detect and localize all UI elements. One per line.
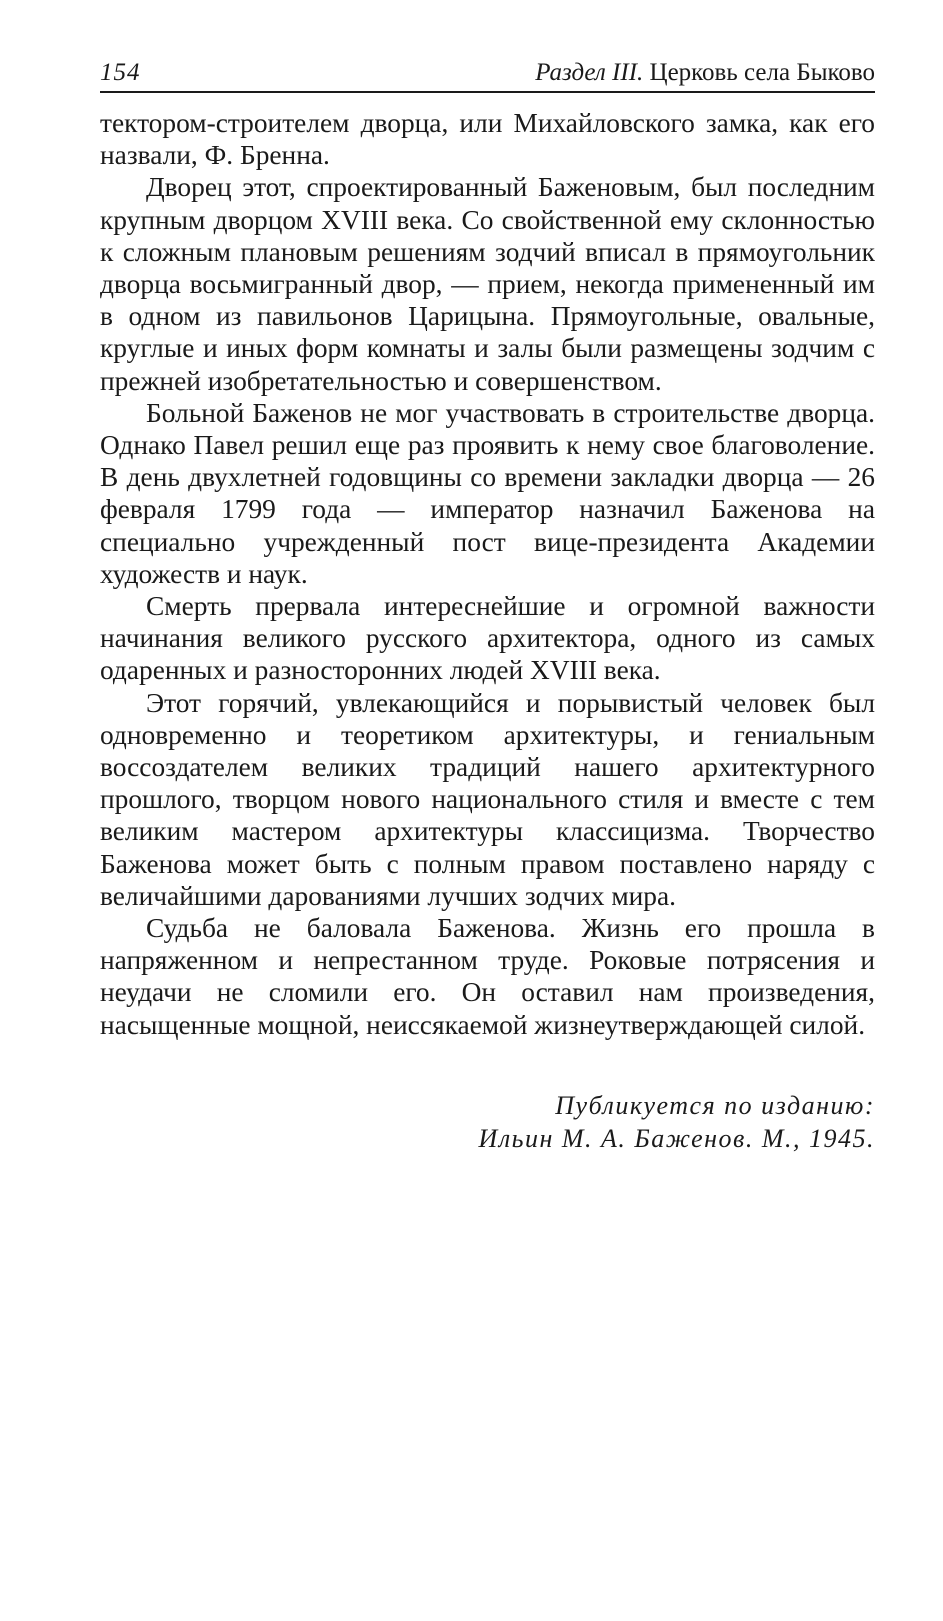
paragraph: тектором-строителем дворца, или Михайловского замка, как его назвали, Ф. Бренна. (100, 108, 875, 171)
paragraph: Смерть прервала интереснейшие и огромной важности начинания великого русского архитектора, одного из самых одаренных и разносторонних людей XVIII века. (100, 591, 875, 686)
section-label: Раздел III. (535, 59, 644, 86)
paragraph: Дворец этот, спроектированный Баженовым, был последним крупным дворцом XVIII века. Со свойственной ему склонностью к сложным плановым решениям зодчий вписал в прямоугольник дворца восьмигранный двор, — прием, некогда примененный им в одном из павильонов Царицына. Прямоугольные, овальные, круглые и иных форм комнаты и залы были размещены зодчим с прежней изобретательностью и совершенством. (100, 172, 875, 396)
paragraph: Больной Баженов не мог участвовать в строительстве дворца. Однако Павел решил еще раз проявить к нему свое благоволение. В день двухлетней годовщины со времени закладки дворца — 26 февраля 1799 года — император назначил Баженова на специально учрежденный пост вице-президента Академии художеств и наук. (100, 397, 875, 589)
section-title (535, 58, 875, 88)
section-name: Церковь села Быково (649, 59, 875, 86)
source-line-2: Ильин М. А. Баженов. М., 1945. (478, 1123, 875, 1153)
paragraph: Этот горячий, увлекающийся и порывистый человек был одновременно и теоретиком архитектуры, и гениальным воссоздателем великих традиций нашего архитектурного прошлого, творцом нового национального стиля и вместе с тем великим мастером архитектуры классицизма. Творчество Баженова может быть с полным правом поставлено наряду с величайшими дарованиями лучших зодчих мира. (100, 687, 875, 911)
source-citation (100, 1089, 875, 1155)
paragraph: Судьба не баловала Баженова. Жизнь его прошла в напряженном и непрестанном труде. Роковые потрясения и неудачи не сломили его. Он оставил нам произведения, насыщенные мощной, неиссякаемой жизнеутверждающей силой. (100, 913, 875, 1040)
page-number: 154 (100, 59, 141, 86)
source-line-1: Публикуется по изданию: (555, 1090, 875, 1120)
running-header (100, 58, 875, 93)
book-page (100, 58, 875, 1155)
body-text (100, 107, 875, 1041)
